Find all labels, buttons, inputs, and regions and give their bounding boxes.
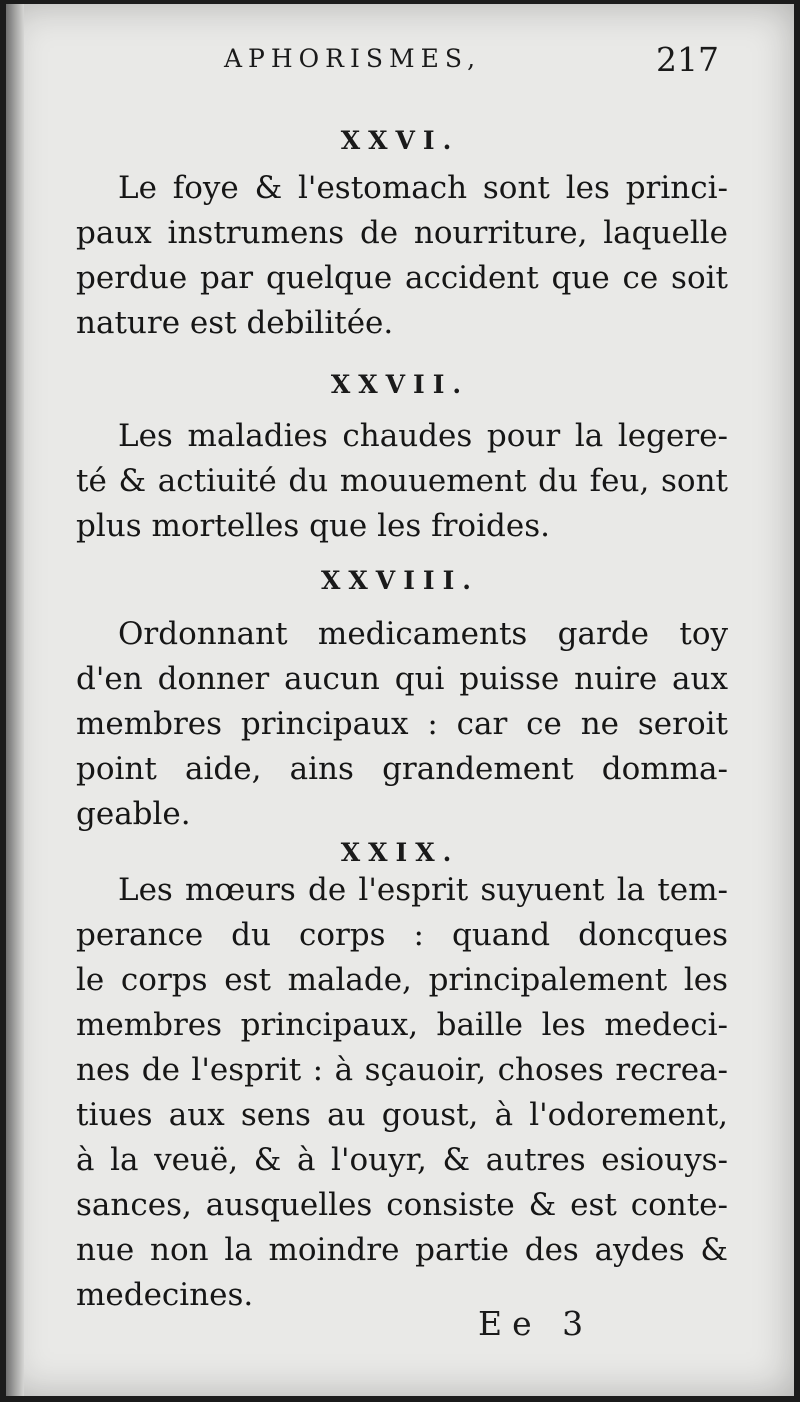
text-line: medecines. — [76, 1277, 254, 1313]
text-line: perdue par quelque accident que ce soit — [76, 260, 728, 296]
text-line: geable. — [76, 796, 191, 832]
text-line: sances, ausquelles consiste & est conte- — [76, 1187, 728, 1223]
aphorism-heading-27: XXVII. — [330, 370, 470, 399]
text-line: nue non la moindre partie des aydes & — [76, 1232, 728, 1268]
text-line: point aide, ains grandement domma- — [76, 751, 728, 787]
text-line: tiues aux sens au goust, à l'odorement, — [76, 1097, 728, 1133]
text-line: d'en donner aucun qui puisse nuire aux — [76, 661, 728, 697]
text-line: plus mortelles que les froides. — [76, 508, 550, 544]
aphorism-heading-28: XXVIII. — [321, 566, 479, 595]
text-line: té & actiuité du mouuement du feu, sont — [76, 463, 728, 499]
text-line: nature est debilitée. — [76, 305, 394, 341]
aphorism-heading-29: XXIX. — [340, 838, 460, 867]
text-line: Les maladies chaudes pour la legere- — [118, 418, 728, 454]
text-line: le corps est malade, principalement les — [76, 962, 728, 998]
text-line: membres principaux, baille les medeci- — [76, 1007, 728, 1043]
page-number: 217 — [656, 40, 719, 79]
aphorism-heading-26: XXVI. — [340, 126, 460, 155]
page-header — [6, 40, 794, 84]
text-line: paux instrumens de nourriture, laquelle — [76, 215, 728, 251]
text-line: Le foye & l'estomach sont les princi- — [118, 170, 728, 206]
text-line: à la veuë, & à l'ouyr, & autres esiouys- — [76, 1142, 728, 1178]
text-line: perance du corps : quand doncques — [76, 917, 728, 953]
aphorism-29-text — [76, 868, 728, 1318]
book-page — [6, 4, 794, 1396]
signature-mark: Ee 3 — [478, 1304, 594, 1343]
aphorism-28-text — [76, 612, 728, 837]
text-line: membres principaux : car ce ne seroit — [76, 706, 728, 742]
text-line: nes de l'esprit : à sçauoir, choses recrea- — [76, 1052, 728, 1088]
text-line: Ordonnant medicaments garde toy — [118, 616, 728, 652]
running-title: APHORISMES, — [224, 44, 482, 73]
aphorism-27-text — [76, 414, 728, 549]
page-gutter — [6, 4, 24, 1396]
text-line: Les mœurs de l'esprit suyuent la tem- — [118, 872, 728, 908]
aphorism-26-text — [76, 166, 728, 346]
